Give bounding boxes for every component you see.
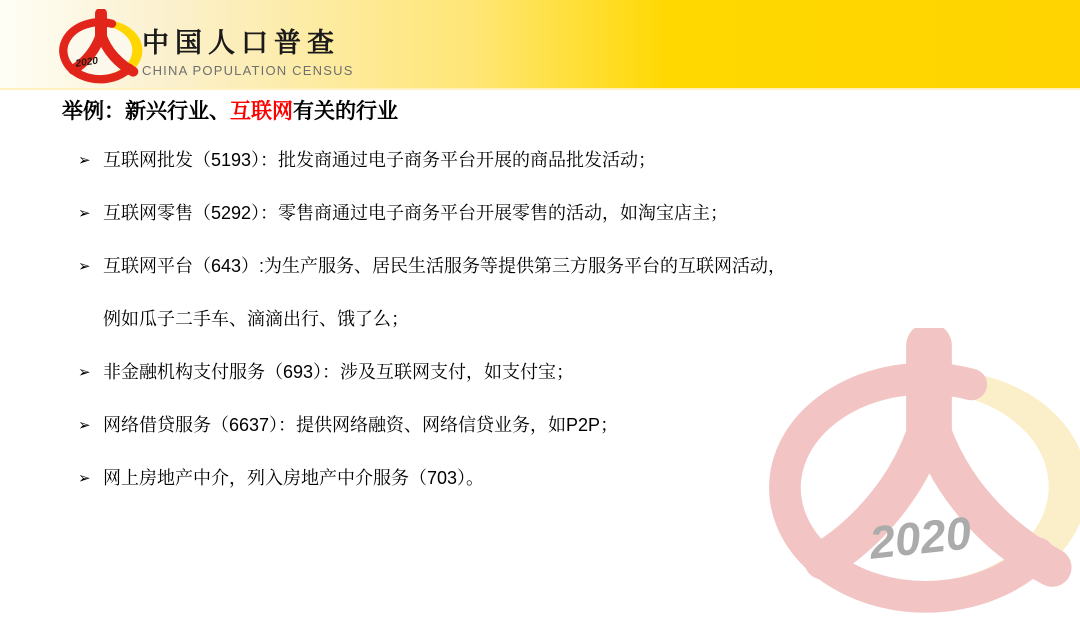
title-prefix: 举例：新兴行业、 xyxy=(62,100,230,123)
bullet-arrow-icon: ➢ xyxy=(78,258,91,275)
bullet-text: 例如瓜子二手车、滴滴出行、饿了么； xyxy=(103,309,409,329)
watermark-year-text: 2020 xyxy=(867,507,974,569)
bullet-text: 网络借贷服务（6637）：提供网络融资、网络信贷业务，如P2P； xyxy=(103,415,619,435)
bullet-text: 互联网批发（5193）：批发商通过电子商务平台开展的商品批发活动； xyxy=(103,150,657,170)
slide-content xyxy=(62,98,1022,519)
bullet-text: 非金融机构支付服务（693）：涉及互联网支付，如支付宝； xyxy=(103,362,575,382)
bullet-arrow-icon: ➢ xyxy=(78,205,91,222)
brand-name-cn: 中国人口普查 xyxy=(142,28,340,58)
list-item xyxy=(62,413,1022,438)
list-item xyxy=(62,254,1022,332)
bullet-line xyxy=(62,360,1022,385)
title-highlight: 互联网 xyxy=(230,100,293,123)
list-item xyxy=(62,466,1022,491)
bullet-text: 互联网平台（643）:为生产服务、居民生活服务等提供第三方服务平台的互联网活动， xyxy=(103,256,787,276)
bullet-text: 互联网零售（5292）：零售商通过电子商务平台开展零售的活动，如淘宝店主； xyxy=(103,203,729,223)
bullet-arrow-icon: ➢ xyxy=(78,417,91,434)
page-title xyxy=(62,98,1022,126)
bullet-text: 网上房地产中介，列入房地产中介服务（703）。 xyxy=(103,468,485,488)
census-logo xyxy=(55,9,147,90)
title-suffix: 有关的行业 xyxy=(293,100,398,123)
bullet-arrow-icon: ➢ xyxy=(78,364,91,381)
census-2020-emblem-icon xyxy=(55,9,147,90)
list-item xyxy=(62,148,1022,173)
logo-year-text: 2020 xyxy=(74,55,99,70)
bullet-line xyxy=(62,307,1022,332)
bullet-arrow-icon: ➢ xyxy=(78,152,91,169)
brand-text xyxy=(142,21,354,78)
list-item xyxy=(62,201,1022,226)
bullet-line xyxy=(62,413,1022,438)
bullet-line xyxy=(62,148,1022,173)
bullet-line xyxy=(62,201,1022,226)
bullet-line xyxy=(62,254,1022,279)
bullet-arrow-icon: ➢ xyxy=(78,470,91,487)
bullet-line xyxy=(62,466,1022,491)
list-item xyxy=(62,360,1022,385)
brand-name-en: CHINA POPULATION CENSUS xyxy=(142,63,354,78)
bullet-list xyxy=(62,148,1022,491)
